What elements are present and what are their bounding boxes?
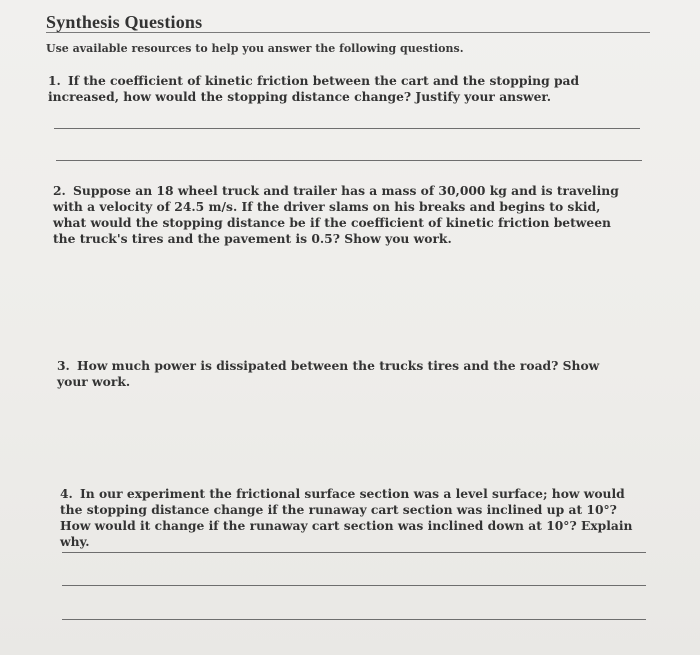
question-3-text: How much power is dissipated between the trucks tires and the road? Show your work.: [57, 358, 600, 389]
title-underline: [46, 32, 650, 33]
instructions-text: Use available resources to help you answer the following questions.: [46, 42, 464, 55]
question-2-number: 2.: [53, 183, 66, 198]
worksheet-title: Synthesis Questions: [46, 12, 203, 32]
question-1: [48, 73, 628, 105]
answer-line-q4-2: [62, 585, 646, 586]
question-1-text: If the coefficient of kinetic friction between the cart and the stopping pad increased, how would the stopping distance change? Justify your answer.: [48, 73, 580, 104]
question-2: [53, 183, 623, 247]
question-1-number: 1.: [48, 73, 61, 88]
answer-line-q4-3: [62, 619, 646, 620]
question-3-number: 3.: [57, 358, 70, 373]
answer-line-q1-2: [56, 160, 642, 161]
answer-line-q4-1: [62, 552, 646, 553]
question-4-text: In our experiment the frictional surface section was a level surface; how would the stopping distance change if the runaway cart section was inclined up at 10°? How would it change if the runaway cart section was inclined down at 10°? Explain why.: [60, 486, 633, 549]
question-3: [57, 358, 627, 390]
question-2-text: Suppose an 18 wheel truck and trailer has a mass of 30,000 kg and is traveling with a velocity of 24.5 m/s. If the driver slams on his breaks and begins to skid, what would the stopping distance be if the coefficient of kinetic friction between the truck's tires and the pavement is 0.5? Show you work.: [53, 183, 619, 246]
question-4: [60, 486, 642, 550]
question-4-number: 4.: [60, 486, 73, 501]
answer-line-q1-1: [54, 128, 640, 129]
